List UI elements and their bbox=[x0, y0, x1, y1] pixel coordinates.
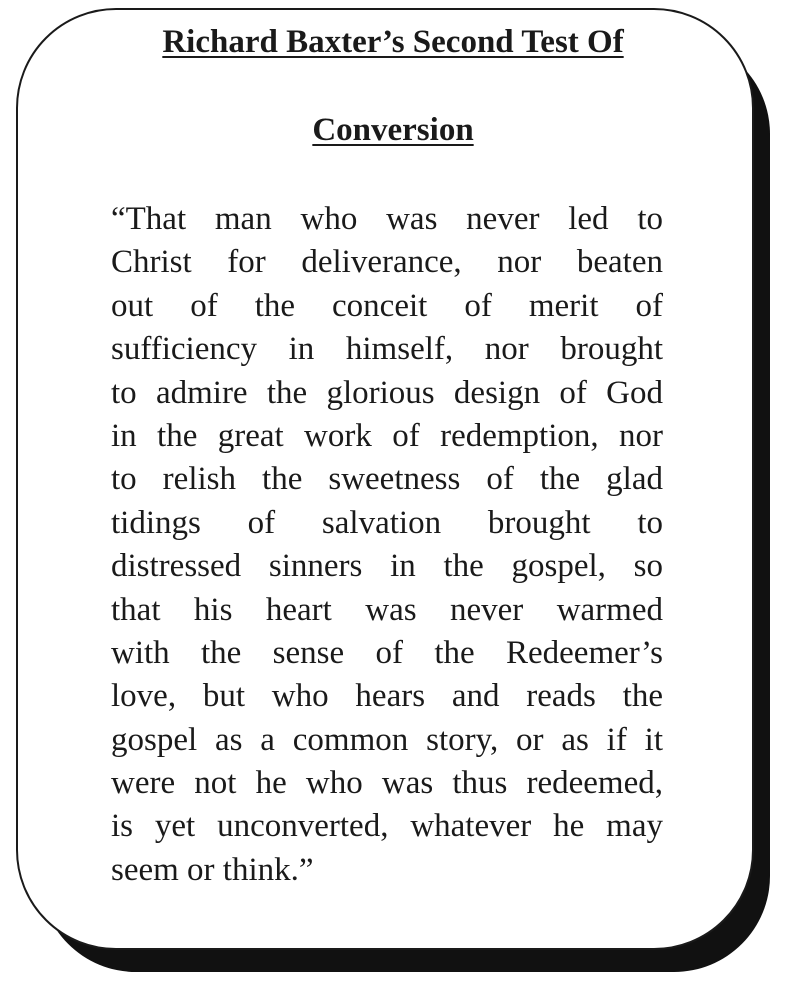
quote-body bbox=[111, 198, 663, 892]
title-line-1: Richard Baxter’s Second Test Of bbox=[162, 24, 624, 60]
quote-line-11: with the sense of the Redeemer’s bbox=[111, 634, 663, 671]
quote-line-7: to relish the sweetness of the glad bbox=[111, 461, 663, 498]
quote-line-15: is yet unconverted, whatever he may bbox=[111, 808, 663, 845]
quote-line-13: gospel as a common story, or as if it bbox=[111, 721, 663, 758]
quote-line-5: to admire the glorious design of God bbox=[111, 374, 663, 411]
quote-line-14: were not he who was thus redeemed, bbox=[111, 765, 663, 802]
quote-line-9: distressed sinners in the gospel, so bbox=[111, 548, 663, 585]
quote-line-1: “That man who was never led to bbox=[111, 201, 663, 237]
quote-line-2: Christ for deliverance, nor beaten bbox=[111, 244, 663, 281]
quote-line-8: tidings of salvation brought to bbox=[111, 504, 663, 541]
quote-line-4: sufficiency in himself, nor brought bbox=[111, 331, 663, 368]
quote-line-3: out of the conceit of merit of bbox=[111, 287, 663, 324]
title-line-2: Conversion bbox=[312, 112, 474, 148]
quote-line-12: love, but who hears and reads the bbox=[111, 678, 663, 715]
quote-line-6: in the great work of redemption, nor bbox=[111, 417, 663, 454]
quote-line-16: seem or think.” bbox=[111, 851, 314, 888]
quote-line-10: that his heart was never warmed bbox=[111, 591, 663, 628]
